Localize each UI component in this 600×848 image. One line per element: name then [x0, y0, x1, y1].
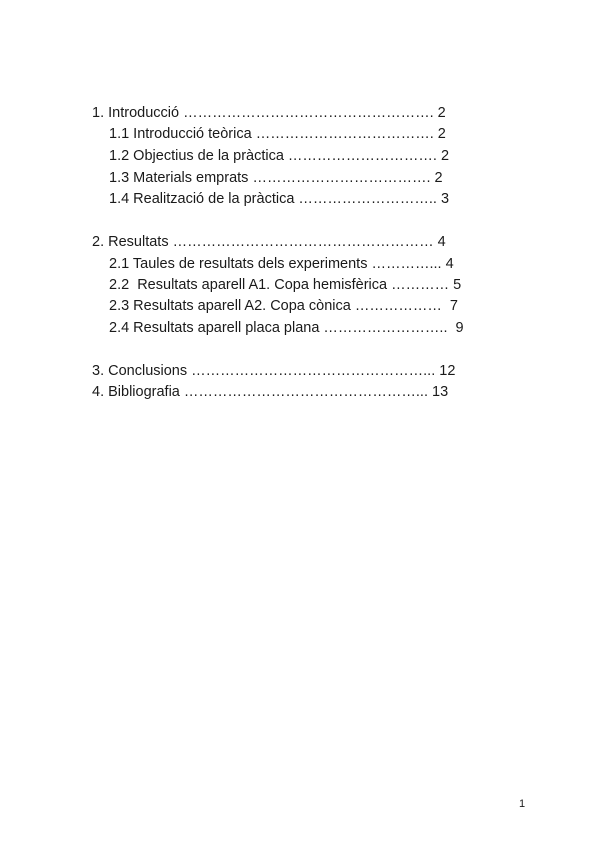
toc-entry-bibliografia: 4. Bibliografia …………………………………………... 13: [92, 384, 449, 400]
toc-entry-introduccio-teorica: 1.1 Introducció teòrica ………………………………. 2: [109, 126, 446, 142]
toc-entry-objectius: 1.2 Objectius de la pràctica …………………………. 2: [109, 148, 450, 164]
page-number: 1: [519, 798, 526, 810]
toc-entry-aparell-a1: 2.2 Resultats aparell A1. Copa hemisfèrica ………… 5: [109, 277, 462, 293]
toc-entry-introduccio: 1. Introducció ……………………………………………. 2: [92, 105, 446, 121]
toc-entry-placa-plana: 2.4 Resultats aparell placa plana …………………….. 9: [109, 320, 464, 336]
toc-entry-taules-resultats: 2.1 Taules de resultats dels experiments …………... 4: [109, 256, 454, 272]
toc-entry-aparell-a2: 2.3 Resultats aparell A2. Copa cònica ……………… 7: [109, 298, 458, 314]
toc-entry-conclusions: 3. Conclusions …………………………………………... 12: [92, 363, 456, 379]
toc-entry-materials-emprats: 1.3 Materials emprats ………………………………. 2: [109, 170, 443, 186]
toc-entry-resultats: 2. Resultats ……………………………………………… 4: [92, 234, 446, 250]
toc-entry-realitzacio: 1.4 Realització de la pràctica ……………………….. 3: [109, 191, 450, 207]
